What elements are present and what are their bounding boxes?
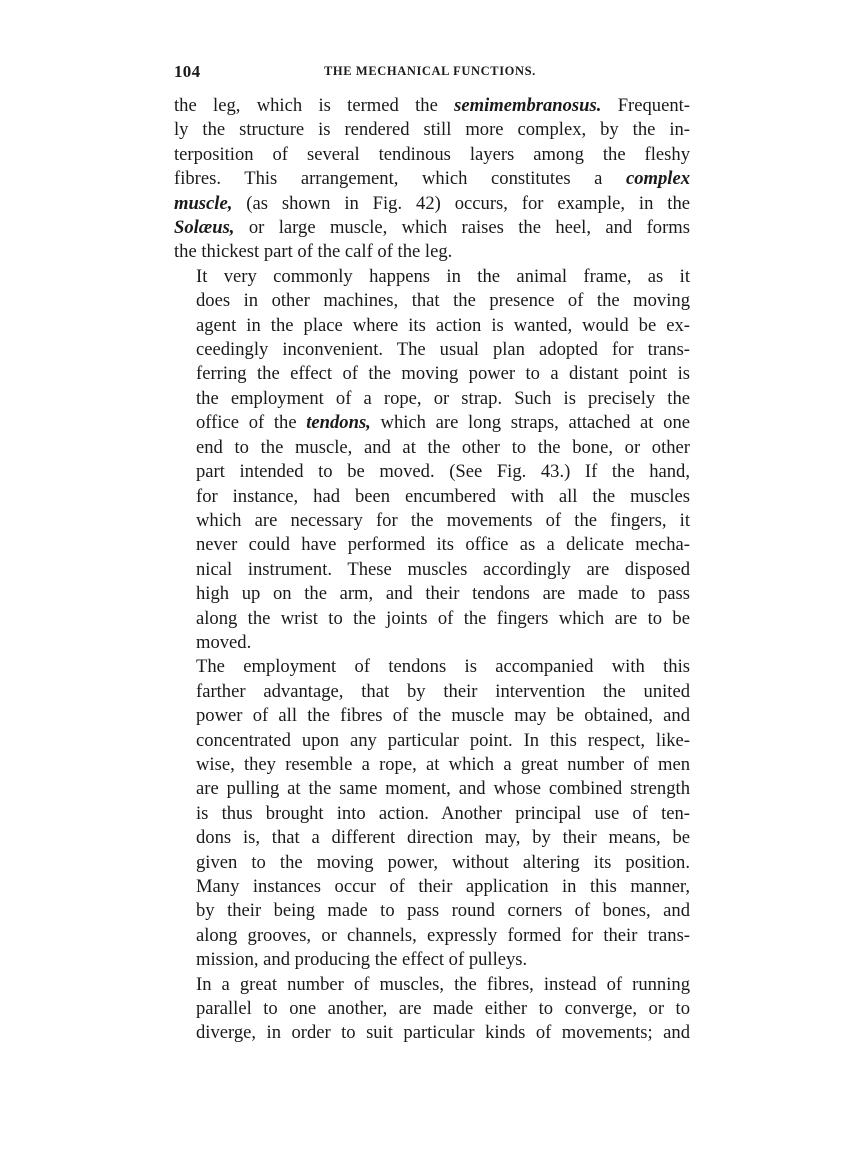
text-line [174, 509, 690, 533]
text-line [174, 607, 690, 631]
text-line [174, 240, 690, 264]
italic-term: tendons, [306, 412, 371, 434]
running-head: THE MECHANICAL FUNCTIONS. [324, 64, 536, 78]
text-line [174, 777, 690, 801]
text-run: which are long straps, attached at one [370, 412, 690, 434]
text-line [174, 729, 690, 753]
text-run: agent in the place where its action is wanted, would be ex- [196, 314, 690, 336]
italic-term: complex [625, 168, 690, 190]
text-line [174, 802, 690, 826]
text-run: power of all the fibres of the muscle may be obtained, and [196, 705, 690, 727]
text-run: Frequent- [601, 95, 690, 116]
text-line [174, 289, 690, 313]
text-run: part intended to be moved. (See Fig. 43.) If the hand, [196, 461, 690, 483]
book-page [174, 62, 690, 1046]
text-run: It very commonly happens in the animal frame, as it [196, 265, 690, 287]
text-line [174, 265, 690, 289]
italic-term: semimembranosus. [454, 95, 602, 116]
text-run: the thickest part of the calf of the leg. [174, 241, 453, 263]
text-run: mission, and producing the effect of pulleys. [196, 949, 528, 971]
text-line [174, 94, 690, 118]
text-line [174, 485, 690, 509]
text-line [174, 362, 690, 386]
text-run: diverge, in order to suit particular kinds of movements; and [196, 1022, 690, 1044]
text-run: high up on the arm, and their tendons are made to pass [196, 583, 690, 605]
text-run: along grooves, or channels, expressly formed for their trans- [196, 924, 690, 946]
page-number: 104 [174, 62, 201, 81]
text-line [174, 704, 690, 728]
text-run: the leg, which is termed the [174, 95, 455, 116]
text-run: office of the [196, 412, 307, 434]
text-line [174, 875, 690, 899]
text-run: Many instances occur of their application in this manner, [196, 876, 690, 897]
text-line [174, 460, 690, 484]
text-run: dons is, that a different direction may, by their means, be [196, 827, 690, 849]
text-run: ceedingly inconvenient. The usual plan adopted for trans- [196, 339, 690, 361]
text-run: farther advantage, that by their intervention the united [196, 680, 690, 702]
text-line [174, 973, 690, 997]
italic-term: Solæus, [174, 217, 235, 239]
text-line [174, 826, 690, 850]
text-run: fibres. This arrangement, which constitutes a [174, 168, 626, 190]
text-run: by their being made to pass round corners of bones, and [196, 900, 690, 922]
text-run: along the wrist to the joints of the fingers which are to be [196, 607, 690, 629]
page-header [174, 62, 690, 84]
text-line [174, 192, 690, 216]
text-line [174, 143, 690, 167]
text-run: is thus brought into action. Another principal use of ten- [196, 802, 690, 824]
text-line [174, 533, 690, 557]
text-run: terposition of several tendinous layers among the fleshy [174, 143, 690, 165]
text-line [174, 655, 690, 679]
text-run: wise, they resemble a rope, at which a great number of men [196, 753, 690, 775]
text-run: parallel to one another, are made either to converge, or to [196, 998, 690, 1020]
text-line [174, 314, 690, 338]
text-run: or large muscle, which raises the heel, and forms [234, 217, 690, 239]
text-run: does in other machines, that the presence of the moving [196, 290, 690, 312]
text-line [174, 851, 690, 875]
text-run: given to the moving power, without altering its position. [196, 851, 690, 873]
text-line [174, 1021, 690, 1045]
text-run: for instance, had been encumbered with all the muscles [196, 485, 690, 507]
text-run: nical instrument. These muscles accordingly are disposed [196, 558, 690, 580]
text-run: concentrated upon any particular point. In this respect, like- [196, 729, 690, 751]
text-line [174, 631, 690, 655]
text-line [174, 387, 690, 411]
text-line [174, 582, 690, 606]
text-run: ferring the effect of the moving power to a distant point is [196, 363, 690, 385]
text-line [174, 216, 690, 240]
text-run: moved. [196, 631, 252, 653]
text-line [174, 948, 690, 972]
text-run: end to the muscle, and at the other to the bone, or other [196, 436, 690, 458]
text-line [174, 436, 690, 460]
text-line [174, 411, 690, 435]
text-line [174, 899, 690, 923]
text-line [174, 338, 690, 362]
text-run: In a great number of muscles, the fibres, instead of running [196, 973, 690, 995]
text-run: are pulling at the same moment, and whose combined strength [196, 778, 690, 800]
paragraph [174, 973, 690, 1046]
paragraph [174, 655, 690, 972]
text-run: ly the structure is rendered still more complex, by the in- [174, 119, 690, 141]
body-text [174, 94, 690, 1046]
text-line [174, 997, 690, 1021]
text-line [174, 167, 690, 191]
text-run: (as shown in Fig. 42) occurs, for example, in the [232, 192, 690, 214]
text-run: the employment of a rope, or strap. Such is precisely the [196, 387, 690, 409]
paragraph [174, 265, 690, 656]
text-run: which are necessary for the movements of the fingers, it [196, 509, 690, 531]
text-line [174, 118, 690, 142]
text-line [174, 753, 690, 777]
text-line [174, 924, 690, 948]
text-line [174, 680, 690, 704]
italic-term: muscle, [174, 192, 233, 214]
text-line [174, 558, 690, 582]
paragraph [174, 94, 690, 265]
text-run: The employment of tendons is accompanied with this [196, 656, 690, 678]
text-run: never could have performed its office as a delicate mecha- [196, 534, 690, 556]
